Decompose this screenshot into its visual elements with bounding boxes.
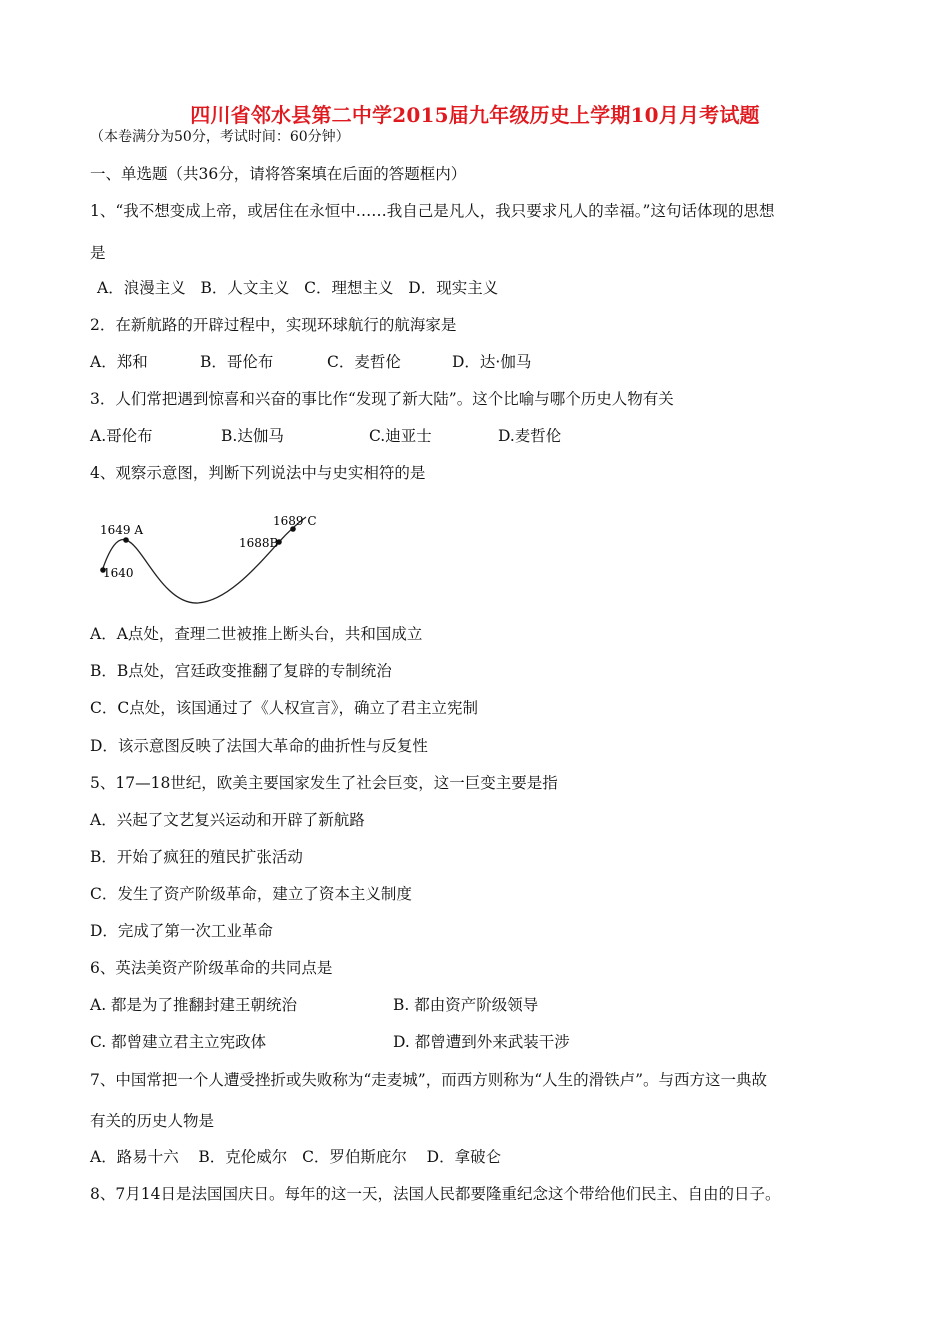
q4-option-c: C．C点处，该国通过了《人权宣言》，确立了君主立宪制 xyxy=(90,699,478,717)
q1-options: A．浪漫主义 B．人文主义 C．理想主义 D．现实主义 xyxy=(97,279,499,297)
q2-option-b: B．哥伦布 xyxy=(200,353,274,371)
q3-option-a: A.哥伦布 xyxy=(90,427,153,445)
exam-subtitle: （本卷满分为50分，考试时间：60分钟） xyxy=(90,129,350,145)
q3-stem: 3．人们常把遇到惊喜和兴奋的事比作“发现了新大陆”。这个比喻与哪个历史人物有关 xyxy=(90,390,674,408)
q3-option-b: B.达伽马 xyxy=(221,427,284,445)
q4-option-d: D．该示意图反映了法国大革命的曲折性与反复性 xyxy=(90,737,428,755)
exam-title: 四川省邻水县第二中学2015届九年级历史上学期10月月考试题 xyxy=(190,103,760,127)
q2-option-c: C．麦哲伦 xyxy=(327,353,401,371)
q5-option-b: B．开始了疯狂的殖民扩张活动 xyxy=(90,848,303,866)
q6-option-d: D. 都曾遭到外来武装干涉 xyxy=(393,1033,570,1051)
q4-option-a: A．A点处，查理二世被推上断头台，共和国成立 xyxy=(90,625,423,643)
section-heading: 一、单选题（共36分，请将答案填在后面的答题框内） xyxy=(90,165,467,183)
label-1688-b: 1688B xyxy=(239,536,279,550)
q2-option-a: A．郑和 xyxy=(90,353,148,371)
q6-stem: 6、英法美资产阶级革命的共同点是 xyxy=(90,959,333,977)
q5-stem: 5、17—18世纪，欧美主要国家发生了社会巨变，这一巨变主要是指 xyxy=(90,774,558,792)
q7-options: A．路易十六 B．克伦威尔 C．罗伯斯庇尔 D．拿破仑 xyxy=(90,1148,502,1166)
q3-option-d: D.麦哲伦 xyxy=(498,427,562,445)
label-1689-c: 1689 C xyxy=(273,514,317,528)
label-1649-a: 1649 A xyxy=(100,523,144,537)
q7-stem-line1: 7、中国常把一个人遭受挫折或失败称为“走麦城”，而西方则称为“人生的滑铁卢”。与西方这一典故 xyxy=(90,1071,768,1089)
q6-option-a: A. 都是为了推翻封建王朝统治 xyxy=(90,996,298,1014)
q6-option-c: C. 都曾建立君主立宪政体 xyxy=(90,1033,267,1051)
q1-stem-line2: 是 xyxy=(90,244,106,262)
q1-stem-line1: 1、“我不想变成上帝，或居住在永恒中……我自己是凡人，我只要求凡人的幸福。”这句话体现的思想 xyxy=(90,202,775,220)
q5-option-d: D．完成了第一次工业革命 xyxy=(90,922,273,940)
q2-stem: 2．在新航路的开辟过程中，实现环球航行的航海家是 xyxy=(90,316,457,334)
q4-option-b: B．B点处，宫廷政变推翻了复辟的专制统治 xyxy=(90,662,392,680)
q5-option-c: C．发生了资产阶级革命，建立了资本主义制度 xyxy=(90,885,412,903)
history-curve-diagram xyxy=(88,507,328,617)
q5-option-a: A．兴起了文艺复兴运动和开辟了新航路 xyxy=(90,811,365,829)
q8-stem: 8、7月14日是法国国庆日。每年的这一天，法国人民都要隆重纪念这个带给他们民主、自由的日子。 xyxy=(90,1185,781,1203)
q2-option-d: D．达·伽马 xyxy=(452,353,532,371)
q4-stem: 4、观察示意图，判断下列说法中与史实相符的是 xyxy=(90,464,426,482)
q3-option-c: C.迪亚士 xyxy=(369,427,432,445)
q6-option-b: B. 都由资产阶级领导 xyxy=(393,996,539,1014)
label-1640: 1640 xyxy=(103,566,134,580)
point-a xyxy=(123,537,129,543)
q7-stem-line2: 有关的历史人物是 xyxy=(90,1112,215,1130)
